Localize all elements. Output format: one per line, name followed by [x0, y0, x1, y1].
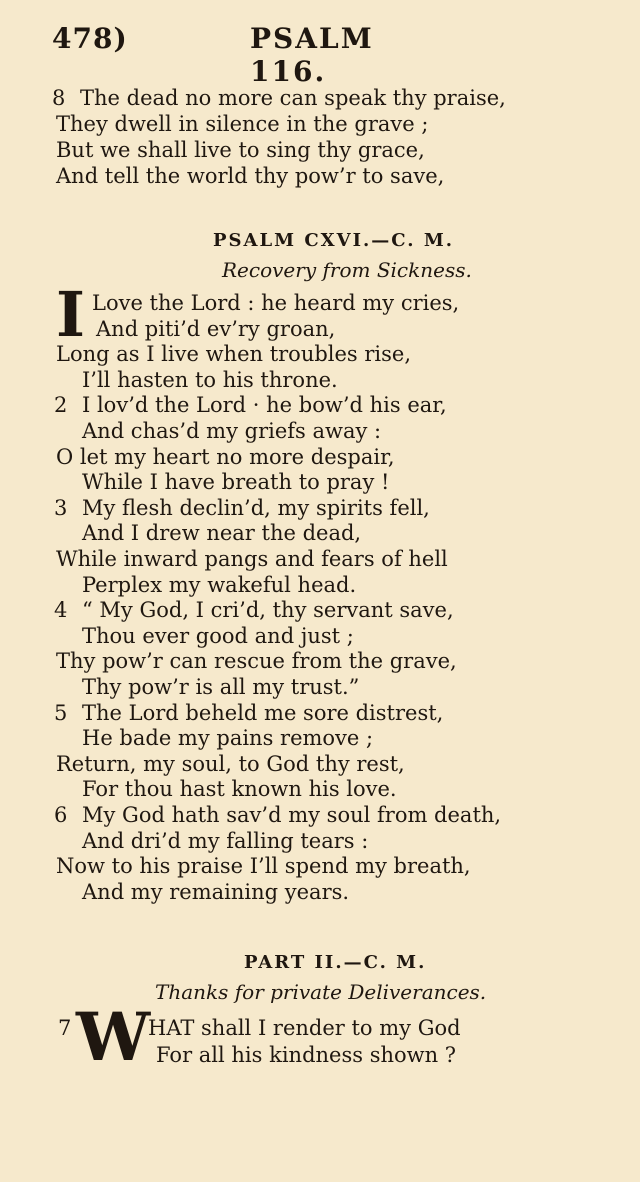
verse-line: [56, 112, 428, 137]
verse-text: Thy pow’r is all my trust.”: [82, 675, 360, 699]
verse-text: And dri’d my falling tears :: [82, 829, 369, 853]
verse-line: [156, 1043, 456, 1068]
verse-text: But we shall live to sing thy grace,: [56, 138, 425, 162]
verse-text: And my remaining years.: [82, 880, 350, 904]
verse-number: 7: [58, 1016, 72, 1040]
verse-text: He bade my pains remove ;: [82, 726, 374, 750]
psalm-subtitle: Recovery from Sickness.: [222, 258, 472, 282]
running-header: [52, 22, 450, 88]
verse-text: Long as I live when troubles rise,: [56, 342, 412, 366]
part-heading: PART II.—C. M.: [244, 952, 427, 973]
verse-text: While inward pangs and fears of hell: [56, 547, 448, 571]
verse-line: [54, 803, 502, 828]
verse-text: My God hath sav’d my soul from death,: [82, 803, 502, 827]
drop-cap: I: [56, 278, 86, 351]
verse-text: Now to his praise I’ll spend my breath,: [56, 854, 471, 878]
verse-text: Perplex my wakeful head.: [82, 573, 357, 597]
verse-line: [56, 854, 471, 879]
verse-number: 4: [54, 598, 68, 622]
verse-text: I’ll hasten to his throne.: [82, 368, 338, 392]
verse-line: [82, 368, 338, 393]
verse-line: [82, 880, 349, 905]
verse-text: For thou hast known his love.: [82, 777, 397, 801]
verse-text: While I have breath to pray !: [82, 470, 390, 494]
verse-line: [82, 777, 397, 802]
verse-number: 2: [54, 393, 68, 417]
verse-line: [92, 291, 459, 316]
verse-text: And tell the world thy pow’r to save,: [56, 164, 445, 188]
verse-text: The Lord beheld me sore distrest,: [82, 701, 444, 725]
verse-text: And chas’d my griefs away :: [82, 419, 382, 443]
verse-line: [82, 624, 354, 649]
running-title: PSALM 116.: [250, 22, 374, 88]
verse-line: [82, 419, 381, 444]
verse-text: They dwell in silence in the grave ;: [56, 112, 429, 136]
verse-line: [82, 470, 389, 495]
verse-line: [96, 317, 335, 342]
part-subtitle: Thanks for private Deliverances.: [155, 980, 487, 1004]
drop-cap: W: [76, 998, 151, 1076]
verse-text: My flesh declin’d, my spirits fell,: [82, 496, 430, 520]
verse-line: [82, 521, 361, 546]
psalm-heading: PSALM CXVI.—C. M.: [213, 230, 455, 251]
verse-line: [56, 138, 425, 163]
verse-text: And piti’d ev’ry groan,: [96, 317, 336, 341]
verse-text: Love the Lord : he heard my cries,: [92, 291, 460, 315]
verse-number: 6: [54, 803, 68, 827]
verse-line: [54, 496, 430, 521]
verse-text: Thy pow’r can rescue from the grave,: [56, 649, 457, 673]
verse-line: [56, 445, 395, 470]
verse-line: [56, 342, 411, 367]
verse-line: [82, 675, 359, 700]
verse-line: [82, 829, 368, 854]
verse-line: [56, 164, 444, 189]
verse-line: [56, 649, 457, 674]
verse-line: [54, 701, 444, 726]
verse-text: And I drew near the dead,: [82, 521, 362, 545]
verse-line: [82, 573, 356, 598]
verse-text: “ My God, I cri’d, thy servant save,: [82, 598, 454, 622]
verse-number: 3: [54, 496, 68, 520]
verse-text: O let my heart no more despair,: [56, 445, 395, 469]
page-number: 478): [52, 22, 128, 55]
verse-line: [148, 1016, 461, 1041]
verse-number: 5: [54, 701, 68, 725]
verse-line: [52, 86, 506, 111]
verse-text: Return, my soul, to God thy rest,: [56, 752, 405, 776]
verse-text: HAT shall I render to my God: [148, 1016, 461, 1040]
verse-text: The dead no more can speak thy praise,: [80, 86, 506, 110]
verse-line: [56, 547, 448, 572]
verse-line: [54, 598, 454, 623]
verse-text: For all his kindness shown ?: [156, 1043, 457, 1067]
verse-number: 8: [52, 86, 66, 110]
verse-line: [54, 393, 447, 418]
verse-line: [82, 726, 373, 751]
verse-text: I lov’d the Lord · he bow’d his ear,: [82, 393, 447, 417]
verse-line: [56, 752, 405, 777]
verse-text: Thou ever good and just ;: [82, 624, 354, 648]
